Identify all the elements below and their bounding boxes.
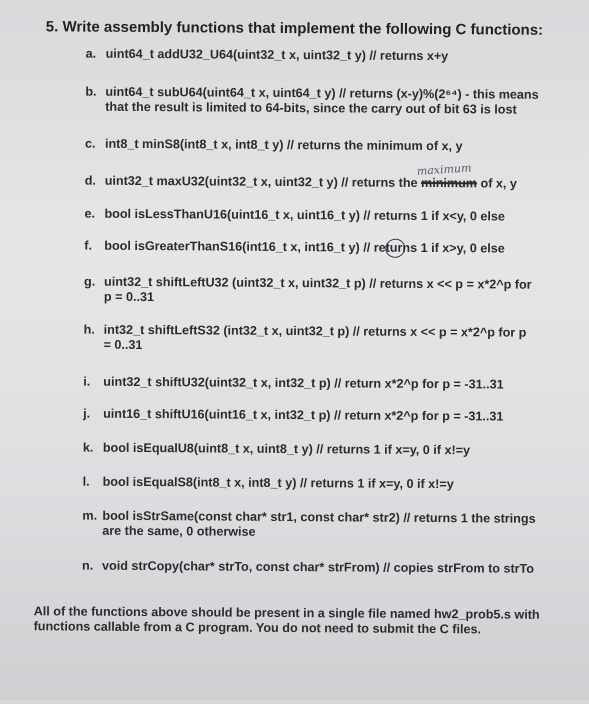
item-n: [82, 559, 577, 577]
item-label: k.: [82, 440, 94, 455]
item-label: n.: [82, 558, 94, 573]
item-text: uint64_t subU64(uint64_t x, uint64_t y) // returns (x-y)%(2⁶⁴) - this means: [105, 84, 539, 102]
item-label: f.: [84, 238, 93, 253]
item-continuation: that the result is limited to 64-bits, since the carry out of bit 63 is lost: [105, 99, 517, 117]
item-text: bool isEqualU8(uint8_t x, uint8_t y) // returns 1 if x=y, 0 if x!=y: [102, 440, 471, 458]
item-text: bool isLessThanU16(uint16_t x, uint16_t y) // returns 1 if x<y, 0 else: [104, 206, 506, 224]
item-e: [84, 207, 579, 225]
item-c: [85, 137, 580, 155]
question-heading: 5. Write assembly functions that implement the following C functions:: [45, 18, 544, 39]
item-text: int8_t minS8(int8_t x, int8_t y) // returns the minimum of x, y: [104, 136, 463, 154]
item-label: i.: [83, 374, 91, 389]
item-label: l.: [82, 474, 90, 489]
item-l: [83, 475, 578, 493]
item-text: [85, 174, 580, 192]
item-i: [83, 375, 578, 393]
item-k: [83, 441, 578, 459]
item-label: c.: [84, 136, 96, 151]
item-label: m.: [82, 508, 98, 523]
item-text: uint64_t addU32_U64(uint32_t x, uint32_t y) // returns x+y: [105, 46, 449, 64]
item-text: bool isGreaterThanS16(int16_t x, int16_t y) // returns 1 if x>y, 0 else: [104, 238, 505, 256]
item-text-post: of x, y: [476, 176, 517, 191]
item-label: a.: [85, 46, 97, 61]
item-continuation: are the same, 0 otherwise: [102, 523, 256, 539]
item-j: [83, 407, 578, 425]
item-f: [84, 239, 579, 257]
item-label: d.: [84, 173, 96, 188]
item-b: [85, 85, 580, 118]
item-text: uint32_t shiftLeftU32 (uint32_t x, uint32_t p) // returns x << p = x*2^p for: [103, 274, 532, 292]
handwritten-correction: maximum: [416, 161, 472, 178]
item-text: void strCopy(char* strTo, const char* strFrom) // copies strFrom to strTo: [102, 558, 535, 576]
item-label: b.: [85, 84, 97, 99]
item-h: [84, 323, 579, 356]
item-d: [85, 174, 580, 192]
submission-note: All of the functions above should be present in a single file named hw2_prob5.s with functions callable from a C program. You do not need to submit the C files.: [33, 604, 540, 637]
item-text: uint16_t shiftU16(uint16_t x, int32_t p) // return x*2^p for p = -31..31: [103, 406, 504, 424]
item-label: j.: [83, 406, 91, 421]
item-text: int32_t shiftLeftS32 (int32_t x, uint32_t p) // returns x << p = x*2^p for p: [103, 322, 527, 340]
item-continuation: p = 0..31: [103, 289, 155, 305]
item-text: bool isStrSame(const char* str1, const char* str2) // returns 1 the strings: [102, 508, 536, 526]
item-label: h.: [83, 322, 95, 337]
item-a: [86, 47, 581, 65]
struck-word: minimum: [421, 175, 478, 191]
item-label: g.: [83, 274, 96, 289]
item-label: e.: [84, 206, 96, 221]
item-text-pre: uint32_t maxU32(uint32_t x, uint32_t y) // returns the: [104, 173, 422, 190]
item-text: bool isEqualS8(int8_t x, int8_t y) // returns 1 if x=y, 0 if x!=y: [102, 474, 454, 492]
item-continuation: = 0..31: [103, 337, 143, 353]
item-g: [84, 275, 579, 308]
item-text: uint32_t shiftU32(uint32_t x, int32_t p) // return x*2^p for p = -31..31: [103, 374, 504, 392]
item-m: [82, 509, 577, 542]
